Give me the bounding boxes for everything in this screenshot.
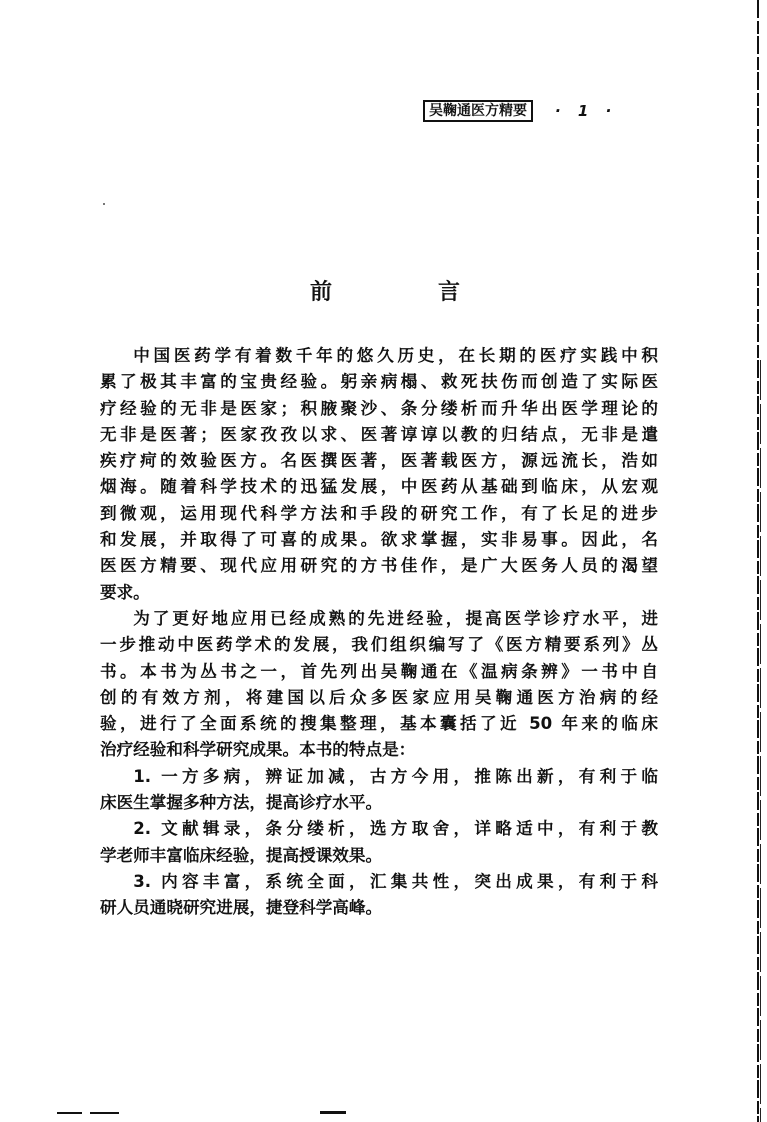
title-char-1: 前 [310,280,333,305]
text-line: 累了极其丰富的宝贵经验。躬亲病榻、救死扶伤而创造了实际医 [100,372,658,392]
text-line: 书。本书为丛书之一，首先列出吴鞠通在《温病条辨》一书中自 [100,661,658,681]
paragraph-intro [100,343,658,606]
scan-speck [103,203,105,205]
title-char-2: 言 [437,280,460,305]
feature-item-2 [100,816,658,869]
text-line: 1. 一方多病，辨证加减，古方今用，推陈出新，有利于临 [133,766,658,786]
feature-item-1 [100,764,658,817]
text-line: 3. 内容丰富，系统全面，汇集共性，突出成果，有利于科 [133,871,658,891]
text-line: 2. 文献辑录，条分缕析，选方取舍，详略适中，有利于教 [133,819,658,839]
text-line: 验，进行了全面系统的搜集整理，基本囊括了近 50 年来的临床 [100,714,658,734]
text-line: 学老师丰富临床经验，提高授课效果。 [100,845,383,865]
text-line: 疾疗疴的效验医方。名医撰医著，医著载医方，源远流长，浩如 [100,451,658,471]
text-line: 医医方精要、现代应用研究的方书佳作，是广大医务人员的渴望 [100,556,658,576]
paragraph-purpose [100,606,658,764]
text-line: 无非是医著；医家孜孜以求、医著谆谆以教的归结点，无非是遣 [100,424,658,444]
text-line: 研人员通晓研究进展，捷登科学高峰。 [100,898,383,918]
feature-item-3 [100,869,658,922]
page-binding-edge-shadow [760,360,761,1122]
footer-rule-center [320,1111,346,1114]
text-line: 疗经验的无非是医家；积腋聚沙、条分缕析而升华出医学理论的 [100,398,658,418]
text-line: 一步推动中医药学术的发展，我们组织编写了《医方精要系列》丛 [100,635,658,655]
text-line: 要求。 [100,582,150,602]
text-line: 到微观，运用现代科学方法和手段的研究工作，有了长足的进步 [100,503,658,523]
text-line: 中国医药学有着数千年的悠久历史，在长期的医疗实践中积 [133,346,658,365]
text-line: 治疗经验和科学研究成果。本书的特点是： [100,740,416,760]
text-line: 床医生掌握多种方法，提高诊疗水平。 [100,793,383,813]
footer-rule-left [57,1112,119,1114]
text-line: 创的有效方剂，将建国以后众多医家应用吴鞠通医方治病的经 [100,687,658,707]
book-title-box: 吴鞠通医方精要 [423,100,533,122]
page-number: · 1 · [555,102,618,120]
text-line: 烟海。随着科学技术的迅猛发展，中医药从基础到临床，从宏观 [100,477,658,497]
page-binding-edge [757,0,759,1122]
text-line: 为了更好地应用已经成熟的先进经验，提高医学诊疗水平，进 [133,608,658,628]
running-header [423,100,617,122]
preface-body [100,343,658,922]
text-line: 和发展，并取得了可喜的成果。欲求掌握，实非易事。因此，名 [100,530,658,550]
section-title [310,278,460,308]
